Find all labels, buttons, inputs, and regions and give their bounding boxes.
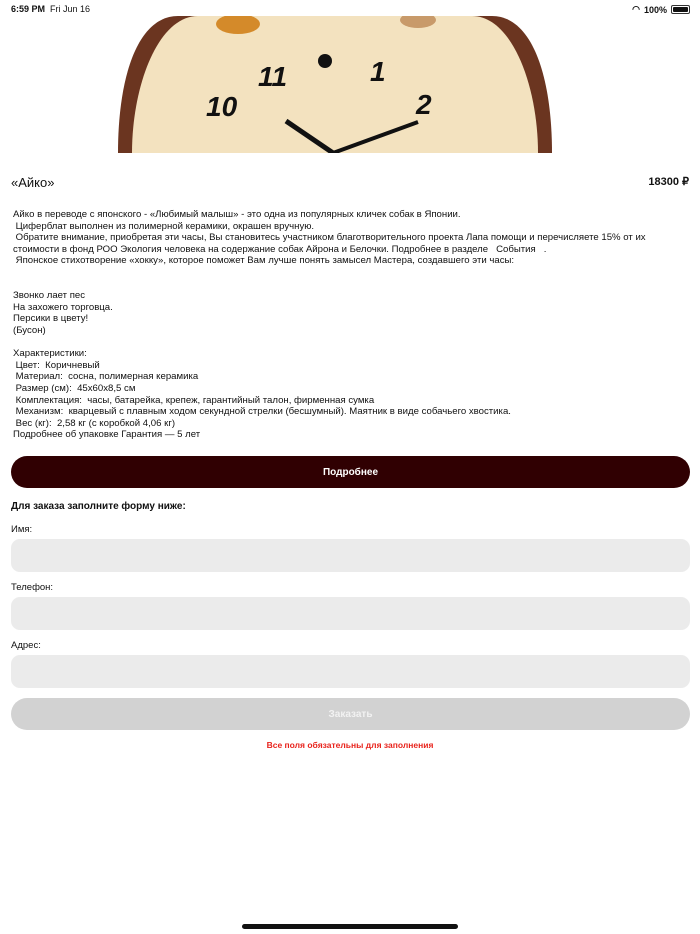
product-price: 18300 ₽ [648,176,689,188]
clock-numeral: 10 [206,91,238,122]
wifi-icon: ◠ [632,4,640,14]
status-time: 6:59 PM Fri Jun 16 [11,4,91,14]
clock-numeral: 2 [416,89,432,120]
product-title: «Айко» [11,175,55,190]
battery-percent: 100% [643,4,667,15]
clock-numeral: 1 [370,56,386,87]
address-input[interactable] [11,655,690,688]
order-form-heading: Для заказа заполните форму ниже: [11,501,186,512]
product-description: Айко в переводе с японского - «Любимый малыш» - это одна из популярных кличек собак в Японии. Циферблат выполнен из полимерной керамики, окрашен вручную. Обратите внимание, приобретая эти часы, Вы становитесь участником благотворительного проекта Лапа помощи и перечисляете 15% от их стоимости в фонд РОО Экология человека на содержание собак Айрона и Белочки. Подробнее в разделе События . Японское стихотворение «хокку», которое поможет Вам лучше понять замысел Мастера, создавшего эти часы: Звонко лает пес На захожего торговца. Персики в цвету! (Бусон) Характеристики: Цвет: Коричневый Материал: сосна, полимерная керамика Размер (см): 45х60х8,5 см Комплектация: часы, батарейка, крепеж, гарантийный талон, фирменная сумка Механизм: кварцевый с плавным ходом секундной стрелки (бесшумный). Маятник в виде собачьего хвостика. Вес (кг): 2,58 кг (с коробкой 4,06 кг) Подробнее об упаковке Гарантия — 5 лет [13,209,646,441]
battery-icon [671,5,690,14]
home-indicator[interactable] [242,924,458,929]
paw-icon [318,54,332,68]
name-input[interactable] [11,539,690,572]
product-image [118,16,552,153]
clock-numeral: 11 [258,61,288,92]
address-label: Адрес: [11,640,41,651]
more-details-button[interactable]: Подробнее [11,456,690,488]
order-button[interactable]: Заказать [11,698,690,730]
phone-label: Телефон: [11,582,54,593]
name-label: Имя: [11,524,33,535]
required-note: Все поля обязательны для заполнения [266,740,434,750]
phone-input[interactable] [11,597,690,630]
